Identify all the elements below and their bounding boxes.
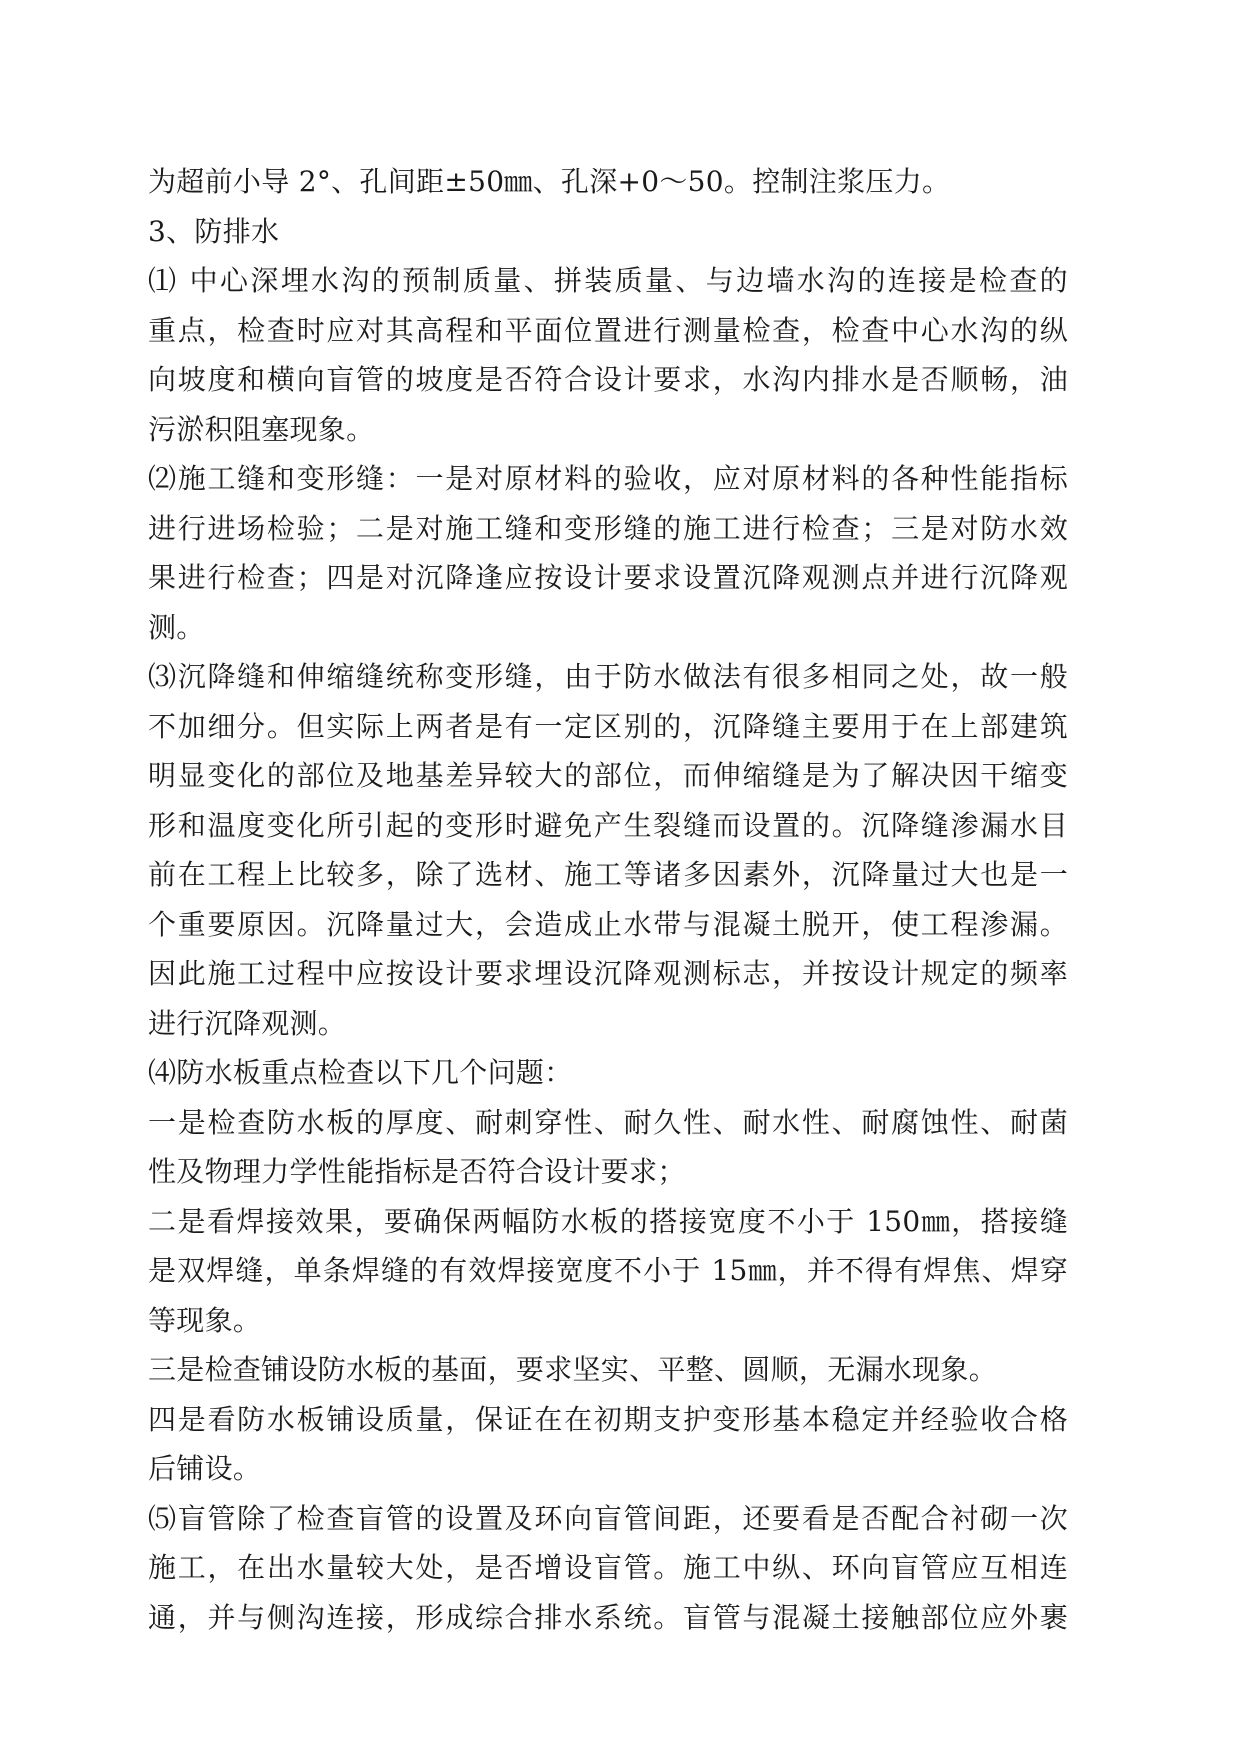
text-line: 二是看焊接效果，要确保两幅防水板的搭接宽度不小于 150㎜，搭接缝 [148, 1204, 1068, 1238]
text-line: 形和温度变化所引起的变形时避免产生裂缝而设置的。沉降缝渗漏水目 [148, 808, 1068, 842]
text-line: ⑵施工缝和变形缝：一是对原材料的验收，应对原材料的各种性能指标 [148, 462, 1068, 495]
text-line: 等现象。 [148, 1303, 262, 1337]
text-line: 通，并与侧沟连接，形成综合排水系统。盲管与混凝土接触部位应外裹 [148, 1600, 1068, 1634]
text-line: 进行进场检验；二是对施工缝和变形缝的施工进行检查；三是对防水效 [148, 511, 1068, 545]
text-line: 明显变化的部位及地基差异较大的部位，而伸缩缝是为了解决因干缩变 [148, 759, 1068, 792]
text-line: 因此施工过程中应按设计要求埋设沉降观测标志，并按设计规定的频率 [148, 957, 1068, 990]
text-line: 是双焊缝，单条焊缝的有效焊接宽度不小于 15㎜，并不得有焊焦、焊穿 [148, 1254, 1068, 1287]
text-line: 果进行检查；四是对沉降逢应按设计要求设置沉降观测点并进行沉降观 [148, 561, 1068, 594]
text-line: 后铺设。 [148, 1452, 262, 1485]
text-line: 性及物理力学性能指标是否符合设计要求； [148, 1155, 686, 1188]
text-line: ⑶沉降缝和伸缩缝统称变形缝，由于防水做法有很多相同之处，故一般 [148, 660, 1068, 693]
text-line: 重点，检查时应对其高程和平面位置进行测量检查，检查中心水沟的纵 [148, 313, 1068, 347]
text-line: 测。 [148, 610, 205, 644]
text-line: 向坡度和横向盲管的坡度是否符合设计要求，水沟内排水是否顺畅，油 [148, 363, 1068, 396]
text-line: 不加细分。但实际上两者是有一定区别的，沉降缝主要用于在上部建筑 [148, 709, 1068, 743]
section-heading: 3、防排水 [148, 214, 280, 248]
text-line: ⑷防水板重点检查以下几个问题： [148, 1056, 573, 1089]
document-body [148, 157, 1068, 1642]
text-line: 施工，在出水量较大处，是否增设盲管。施工中纵、环向盲管应互相连 [148, 1551, 1068, 1584]
text-line: 污淤积阻塞现象。 [148, 412, 375, 446]
text-line: 三是检查铺设防水板的基面，要求坚实、平整、圆顺，无漏水现象。 [148, 1353, 998, 1386]
text-line: 进行沉降观测。 [148, 1006, 347, 1040]
text-line: 一是检查防水板的厚度、耐刺穿性、耐久性、耐水性、耐腐蚀性、耐菌 [148, 1105, 1068, 1139]
text-line: 个重要原因。沉降量过大，会造成止水带与混凝土脱开，使工程渗漏。 [148, 907, 1068, 941]
text-line: 四是看防水板铺设质量，保证在在初期支护变形基本稳定并经验收合格 [148, 1402, 1068, 1436]
text-line: ⑸盲管除了检查盲管的设置及环向盲管间距，还要看是否配合衬砌一次 [148, 1501, 1068, 1535]
text-line: 前在工程上比较多，除了选材、施工等诸多因素外，沉降量过大也是一 [148, 858, 1068, 891]
text-line: ⑴ 中心深埋水沟的预制质量、拼装质量、与边墙水沟的连接是检查的 [148, 264, 1068, 297]
text-line: 为超前小导 2°、孔间距±50㎜、孔深+0～50。控制注浆压力。 [148, 165, 951, 198]
